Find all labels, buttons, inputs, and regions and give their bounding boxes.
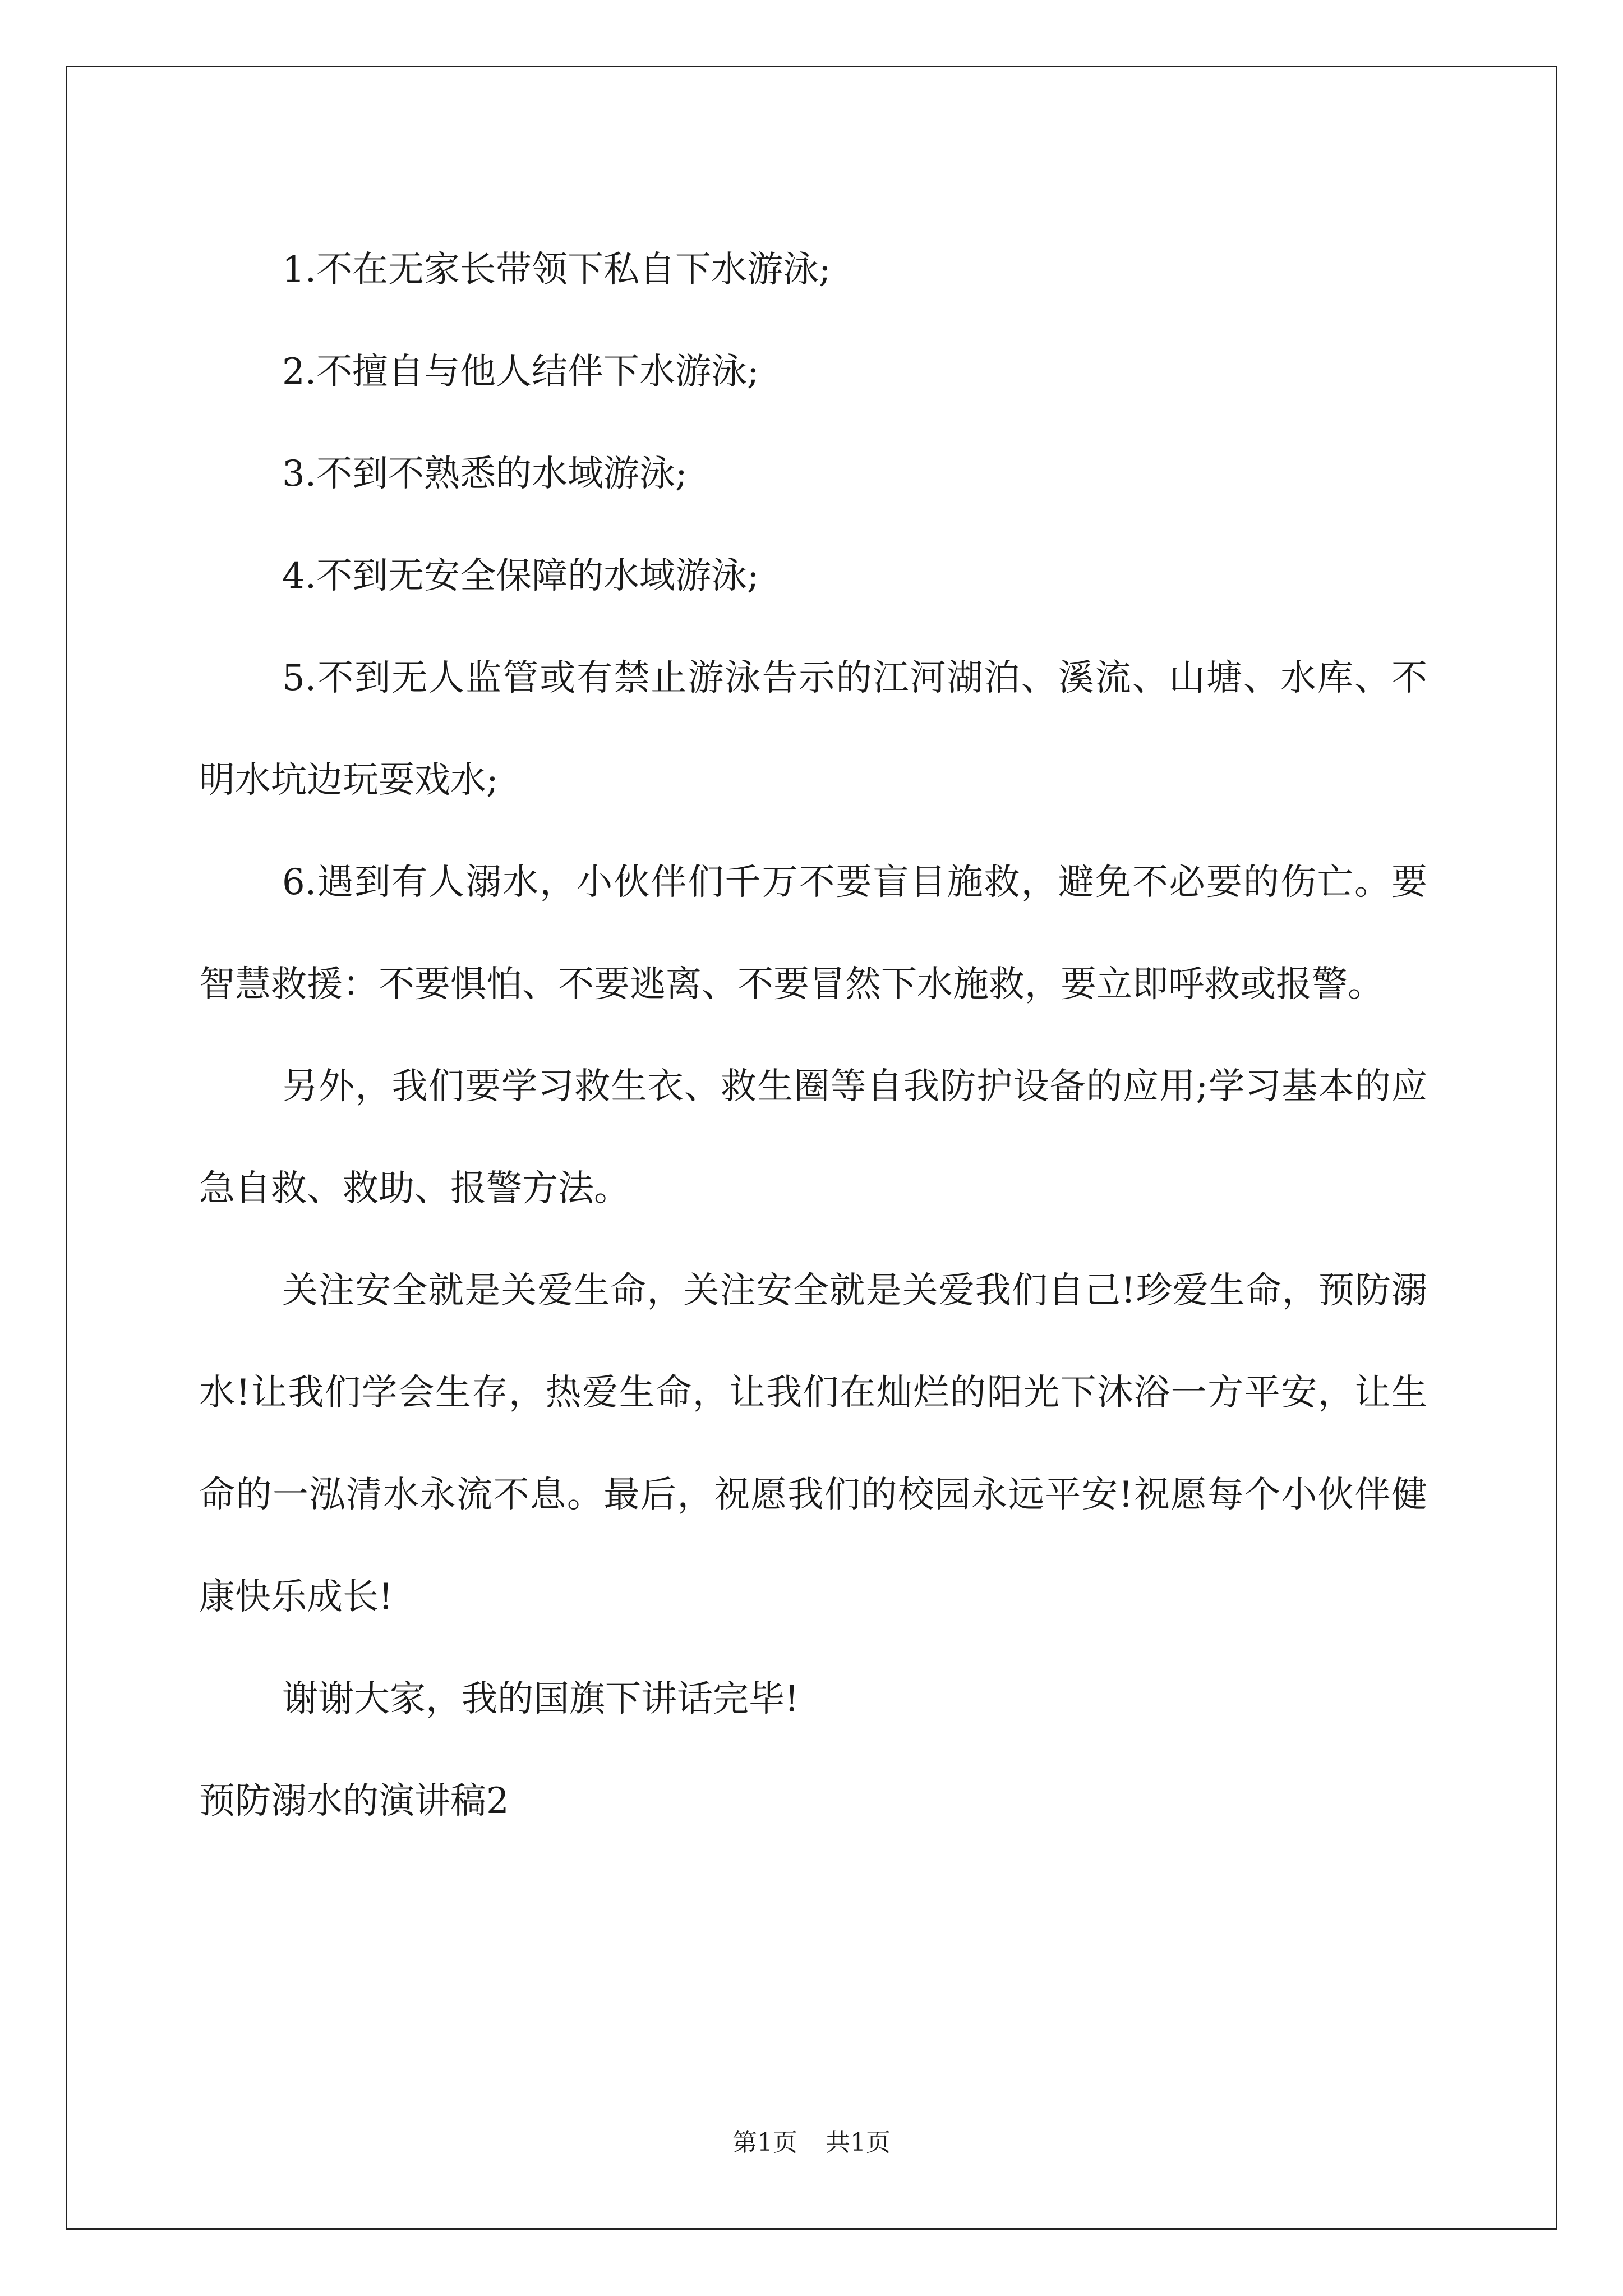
rule-item-2: 2.不擅自与他人结伴下水游泳; (282, 351, 759, 393)
rule-item-5: 5.不到无人监管或有禁止游泳告示的江河湖泊、溪流、山塘、水库、不明水坑边玩耍戏水; (199, 657, 1427, 801)
rule-item-1: 1.不在无家长带领下私自下水游泳; (282, 249, 831, 291)
page-number-total: 共1页 (826, 2128, 891, 2157)
paragraph-closing-appeal: 关注安全就是关爱生命，关注安全就是关爱我们自己!珍爱生命，预防溺水!让我们学会生存，热爱生命，让我们在灿烂的阳光下沐浴一方平安，让生命的一泓清水永流不息。最后，祝愿我们的校园永远平安!祝愿每个小伙伴健康快乐成长! (199, 1270, 1427, 1618)
document-body (199, 219, 1427, 1852)
paragraph-thanks: 谢谢大家，我的国旗下讲话完毕! (282, 1678, 799, 1720)
rule-item-6: 6.遇到有人溺水，小伙伴们千万不要盲目施救，避免不必要的伤亡。要智慧救援：不要惧怕、不要逃离、不要冒然下水施救，要立即呼救或报警。 (199, 862, 1427, 1005)
page-footer (0, 2126, 1623, 2160)
rule-item-4: 4.不到无安全保障的水域游泳; (282, 555, 759, 597)
page-number-current: 第1页 (732, 2128, 797, 2157)
rule-item-3: 3.不到不熟悉的水域游泳; (282, 453, 688, 495)
section-heading: 预防溺水的演讲稿2 (199, 1780, 509, 1822)
paragraph-self-protection: 另外，我们要学习救生衣、救生圈等自我防护设备的应用;学习基本的应急自救、救助、报警方法。 (199, 1066, 1427, 1209)
